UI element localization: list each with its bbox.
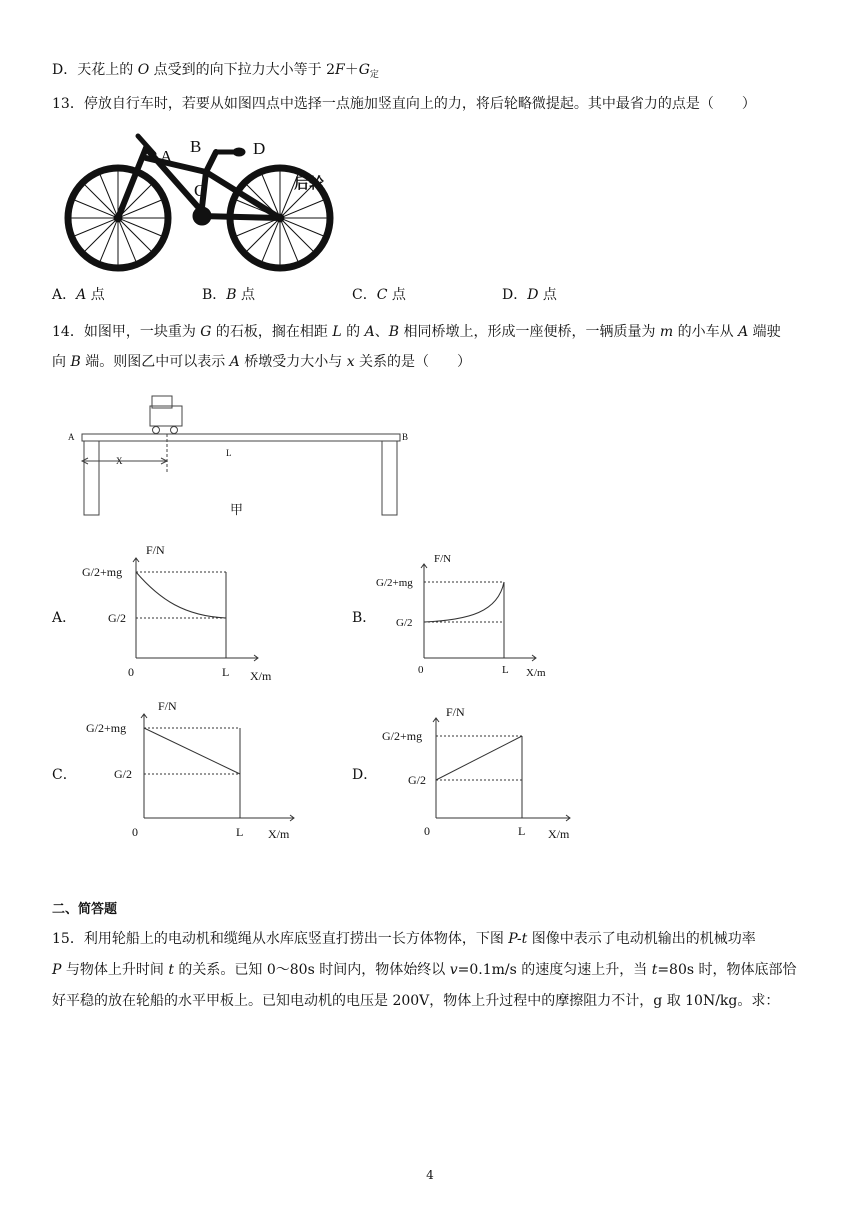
q14-option-c-label: C． bbox=[52, 767, 77, 783]
question-15-line-3: 好平稳的放在轮船的水平甲板上。已知电动机的电压是 200V，物体上升过程中的摩擦阻力不计，g 取 10N/kg。求： bbox=[52, 993, 780, 1009]
stone-slab bbox=[82, 434, 400, 441]
question-15-line-2: P 与物体上升时间 t 的关系。已知 0～80s 时间内，物体始终以 v=0.1m/s 的速度匀速上升，当 t=80s 时，物体底部恰 bbox=[52, 962, 797, 978]
q14-graph-b-curve bbox=[424, 582, 504, 622]
q14-graph-d-top: G/2+mg bbox=[382, 729, 423, 743]
q14-graph-d-line bbox=[436, 736, 522, 780]
q14-graph-c-origin: 0 bbox=[132, 825, 138, 839]
bridge-label-a: A bbox=[68, 432, 75, 442]
q14-graph-a-curve bbox=[136, 572, 226, 618]
q14-graph-b bbox=[374, 548, 574, 684]
bike-label-b: B bbox=[190, 137, 202, 156]
q14-graph-a-l: L bbox=[222, 665, 230, 679]
q14-graph-b-top: G/2+mg bbox=[376, 577, 413, 589]
q14-graph-d bbox=[380, 702, 580, 844]
q14-graph-d-mid: G/2 bbox=[408, 773, 426, 787]
question-14-line-1: 14．如图甲，一块重为 G 的石板，搁在相距 L 的 A、B 相同桥墩上，形成一座便桥，一辆质量为 m 的小车从 A 端驶 bbox=[52, 324, 781, 340]
section-title: 二、简答题 bbox=[52, 902, 118, 917]
q14-graph-b-mid: G/2 bbox=[396, 617, 413, 629]
q14-graph-b-l: L bbox=[502, 664, 509, 676]
q14-graph-c-xlabel: X/m bbox=[268, 827, 290, 841]
q14-graph-b-xlabel: X/m bbox=[526, 667, 546, 679]
q14-graph-c-l: L bbox=[236, 825, 244, 839]
q14-graph-c bbox=[84, 696, 304, 844]
q12-option-d: D．天花上的 O 点受到的向下拉力大小等于 $2F+G_定$ bbox=[52, 62, 379, 80]
q14-graph-d-xlabel: X/m bbox=[548, 827, 570, 841]
q14-graph-d-ylabel: F/N bbox=[446, 705, 465, 719]
pier-a bbox=[84, 441, 99, 515]
q14-graph-a-xlabel: X/m bbox=[250, 669, 272, 683]
q14-graph-a bbox=[80, 540, 300, 684]
q14-graph-d-origin: 0 bbox=[424, 824, 430, 838]
car bbox=[150, 396, 182, 434]
q14-graph-d-l: L bbox=[518, 824, 526, 838]
question-13-stem: 13．停放自行车时，若要从如图四点中选择一点施加竖直向上的力，将后轮略微提起。其中最省力的点是（ ） bbox=[52, 96, 756, 112]
pier-b bbox=[382, 441, 397, 515]
q14-graph-c-mid: G/2 bbox=[114, 767, 132, 781]
q14-graph-a-mid: G/2 bbox=[108, 611, 126, 625]
bridge-label-b: B bbox=[402, 432, 409, 442]
bike-label-a: A bbox=[160, 147, 173, 166]
q14-graph-a-top: G/2+mg bbox=[82, 565, 123, 579]
q14-graph-c-top: G/2+mg bbox=[86, 721, 127, 735]
q14-graph-b-origin: 0 bbox=[418, 664, 424, 676]
q14-option-b-label: B． bbox=[352, 610, 377, 626]
bridge-label-x: X bbox=[116, 456, 123, 466]
question-15-line-1: 15．利用轮船上的电动机和缆绳从水库底竖直打捞出一长方体物体，下图 P-t 图像中表示了电动机输出的机械功率 bbox=[52, 931, 756, 947]
q14-graph-c-line bbox=[144, 728, 240, 774]
bridge-caption: 甲 bbox=[230, 502, 244, 517]
bicycle-figure bbox=[56, 124, 356, 274]
bike-label-rear: 后轮 bbox=[294, 176, 325, 192]
bike-label-c: C bbox=[194, 181, 206, 200]
bridge-label-l: L bbox=[226, 448, 232, 458]
page-number: 4 bbox=[426, 1168, 434, 1182]
q13-option-d: D．D 点 bbox=[502, 287, 557, 303]
q14-graph-a-ylabel: F/N bbox=[146, 543, 165, 557]
q13-option-c: C．C 点 bbox=[352, 287, 406, 303]
q14-graph-a-origin: 0 bbox=[128, 665, 134, 679]
bridge-figure bbox=[64, 392, 424, 522]
q13-option-a: A．A 点 bbox=[52, 287, 105, 303]
q14-graph-b-ylabel: F/N bbox=[434, 553, 452, 565]
q14-graph-c-ylabel: F/N bbox=[158, 699, 177, 713]
question-14-line-2: 向 B 端。则图乙中可以表示 A 桥墩受力大小与 x 关系的是（ ） bbox=[52, 354, 472, 370]
bike-label-d: D bbox=[253, 139, 266, 158]
q14-option-a-label: A． bbox=[52, 610, 77, 626]
q14-option-d-label: D． bbox=[352, 767, 378, 783]
q13-option-b: B．B 点 bbox=[202, 287, 256, 303]
